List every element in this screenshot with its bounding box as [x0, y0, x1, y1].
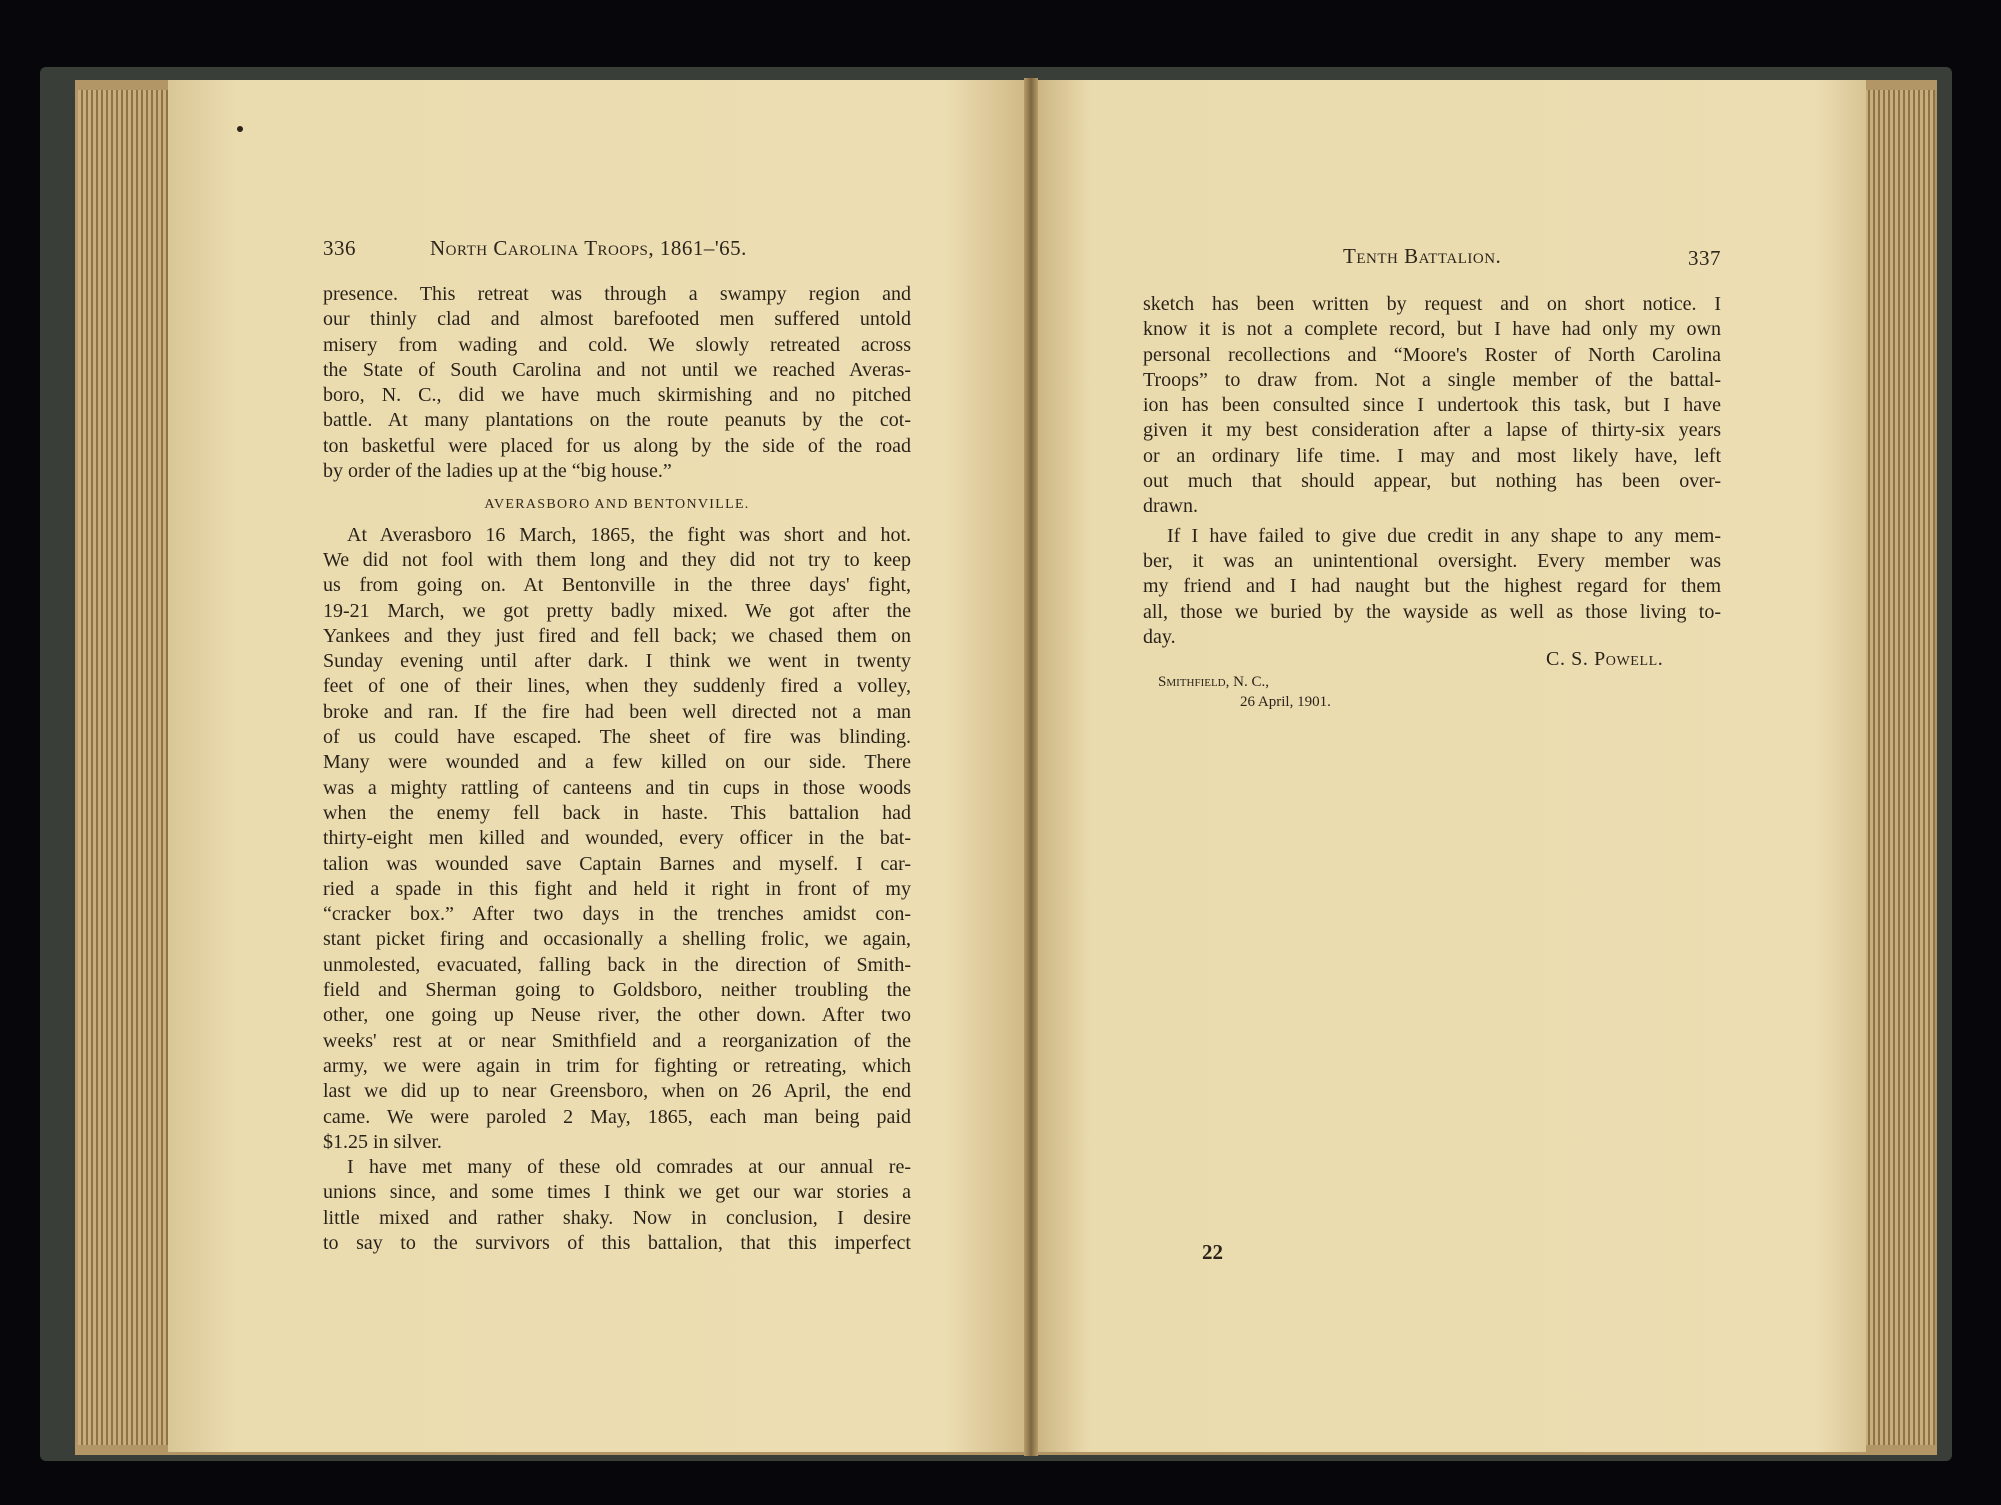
left-page-number: 336: [323, 236, 356, 260]
text-line: personal recollections and “Moore's Roster of North Carolina: [1143, 343, 1721, 366]
text-line: all, those we buried by the wayside as well as those living to-: [1143, 600, 1721, 623]
left-page-edges: [78, 90, 178, 1445]
right-running-head: Tenth Battalion.: [1343, 244, 1502, 268]
text-line: weeks' rest at or near Smithfield and a reorganization of the: [323, 1029, 911, 1052]
text-line: 19-21 March, we got pretty badly mixed. We got after the: [323, 599, 911, 622]
text-line: last we did up to near Greensboro, when on 26 April, the end: [323, 1080, 911, 1103]
right-page-edges: [1860, 90, 1935, 1445]
text-line: unmolested, evacuated, falling back in the direction of Smith-: [323, 953, 911, 976]
text-line: presence. This retreat was through a swampy region and: [323, 283, 911, 305]
text-line: of us could have escaped. The sheet of fire was blinding.: [323, 726, 911, 749]
right-page-body: [1143, 292, 1721, 650]
text-line: If I have failed to give due credit in any shape to any mem-: [1167, 524, 1721, 547]
text-line: by order of the ladies up at the “big house.”: [323, 460, 672, 483]
text-line: out much that should appear, but nothing has been over-: [1143, 470, 1721, 493]
text-line: ried a spade in this fight and held it right in front of my: [323, 877, 911, 900]
text-line: given it my best consideration after a lapse of thirty-six years: [1143, 419, 1721, 442]
text-line: know it is not a complete record, but I have had only my own: [1143, 318, 1721, 341]
text-line: stant picket firing and occasionally a shelling frolic, we again,: [323, 928, 911, 951]
right-page-number: 337: [1688, 246, 1721, 270]
text-line: field and Sherman going to Goldsboro, neither troubling the: [323, 979, 911, 1002]
text-line: $1.25 in silver.: [323, 1130, 442, 1153]
text-line: other, one going up Neuse river, the other down. After two: [323, 1004, 911, 1027]
text-line: We did not fool with them long and they did not try to keep: [323, 548, 911, 571]
text-line: “cracker box.” After two days in the trenches amidst con-: [323, 903, 911, 926]
text-line: little mixed and rather shaky. Now in conclusion, I desire: [323, 1206, 911, 1229]
text-line: thirty-eight men killed and wounded, every officer in the bat-: [323, 827, 911, 850]
text-line: the State of South Carolina and not until we reached Averas-: [323, 358, 911, 381]
signature-place: Smithfield, N. C.,: [1158, 674, 1269, 690]
page-speck: [237, 126, 243, 132]
left-paragraph-2: [323, 523, 911, 1155]
text-line: when the enemy fell back in haste. This battalion had: [323, 801, 911, 824]
text-line: came. We were paroled 2 May, 1865, each man being paid: [323, 1105, 911, 1128]
signature-date: 26 April, 1901.: [1240, 694, 1331, 710]
left-paragraph-3: [323, 1155, 911, 1256]
text-line: broke and ran. If the fire had been well directed not a man: [323, 700, 911, 723]
text-line: sketch has been written by request and on short notice. I: [1143, 293, 1721, 315]
section-heading: AVERASBORO AND BENTONVILLE.: [484, 497, 750, 513]
text-line: boro, N. C., did we have much skirmishing and no pitched: [323, 384, 911, 407]
text-line: Troops” to draw from. Not a single member of the battal-: [1143, 368, 1721, 391]
text-line: drawn.: [1143, 495, 1198, 518]
left-running-head: North Carolina Troops, 1861–'65.: [430, 236, 747, 260]
text-line: ion has been consulted since I undertook this task, but I have: [1143, 394, 1721, 417]
text-line: was a mighty rattling of canteens and tin cups in those woods: [323, 776, 911, 799]
right-paragraph-2: [1143, 524, 1721, 650]
text-line: us from going on. At Bentonville in the three days' fight,: [323, 574, 911, 597]
text-line: or an ordinary life time. I may and most likely have, left: [1143, 444, 1721, 467]
text-line: Yankees and they just fired and fell back; we chased them on: [323, 624, 911, 647]
left-paragraph-1: [323, 282, 911, 484]
text-line: misery from wading and cold. We slowly retreated across: [323, 333, 911, 356]
text-line: ber, it was an unintentional oversight. Every member was: [1143, 549, 1721, 572]
text-line: unions since, and some times I think we get our war stories a: [323, 1181, 911, 1204]
author-signature: C. S. Powell.: [1546, 648, 1664, 670]
right-paragraph-1: [1143, 292, 1721, 520]
text-line: At Averasboro 16 March, 1865, the fight was short and hot.: [347, 523, 911, 546]
right-page: [1032, 80, 1866, 1452]
text-line: feet of one of their lines, when they suddenly fired a volley,: [323, 675, 911, 698]
text-line: Many were wounded and a few killed on our side. There: [323, 751, 911, 774]
text-line: army, we were again in trim for fighting or retreating, which: [323, 1054, 911, 1077]
signature-mark: 22: [1202, 1240, 1223, 1264]
text-line: battle. At many plantations on the route peanuts by the cot-: [323, 409, 911, 432]
text-line: our thinly clad and almost barefooted men suffered untold: [323, 308, 911, 331]
text-line: Sunday evening until after dark. I think we went in twenty: [323, 650, 911, 673]
text-line: I have met many of these old comrades at our annual re-: [347, 1156, 911, 1179]
text-line: talion was wounded save Captain Barnes and myself. I car-: [323, 852, 911, 875]
text-line: to say to the survivors of this battalion, that this imperfect: [323, 1231, 911, 1254]
text-line: day.: [1143, 625, 1176, 648]
text-line: my friend and I had naught but the highest regard for them: [1143, 575, 1721, 598]
left-page-body: [323, 282, 911, 1256]
book-gutter: [1024, 78, 1038, 1456]
text-line: ton basketful were placed for us along by the side of the road: [323, 434, 911, 457]
